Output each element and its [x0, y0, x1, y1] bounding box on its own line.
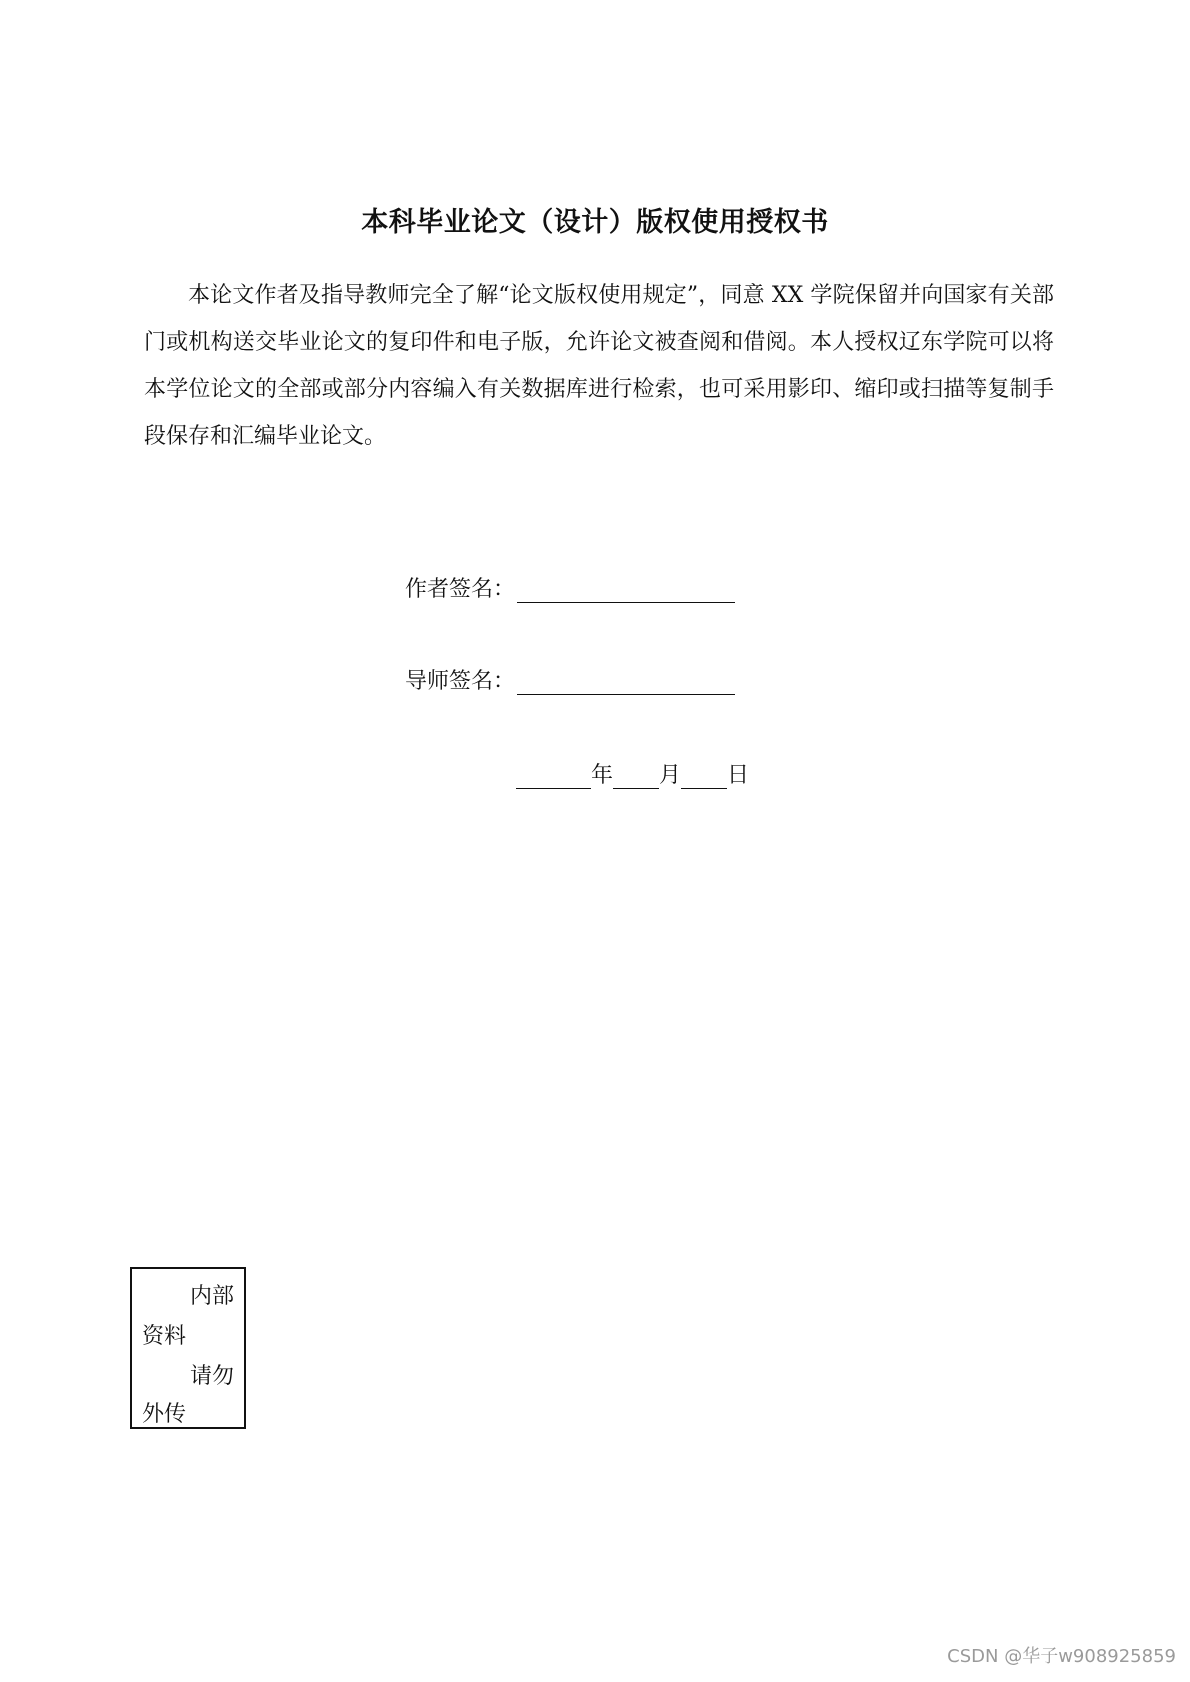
stamp-line: 内部	[190, 1284, 235, 1309]
authorization-paragraph: 本论文作者及指导教师完全了解“论文版权使用规定”，同意 XX 学院保留并向国家有关部门或机构送交毕业论文的复印件和电子版，允许论文被查阅和借阅。本人授权辽东学院可以将本学位论文的全部或部分内容编入有关数据库进行检索，也可采用影印、缩印或扫描等复制手段保存和汇编毕业论文。	[144, 283, 1054, 449]
stamp-line: 请勿	[190, 1364, 235, 1389]
advisor-signature-row	[405, 664, 735, 695]
month-blank	[613, 764, 659, 789]
author-signature-label: 作者签名：	[405, 577, 516, 602]
year-blank	[516, 764, 591, 789]
day-blank	[681, 764, 727, 789]
advisor-signature-label: 导师签名：	[405, 669, 516, 694]
stamp-line: 资料	[142, 1324, 187, 1349]
year-label: 年	[591, 763, 614, 788]
day-label: 日	[727, 763, 750, 788]
author-signature-line	[517, 578, 735, 603]
month-label: 月	[659, 763, 682, 788]
advisor-signature-line	[517, 670, 735, 695]
document-title: 本科毕业论文（设计）版权使用授权书	[361, 207, 829, 238]
csdn-watermark: CSDN @华子w908925859	[947, 1646, 1176, 1667]
stamp-line: 外传	[142, 1402, 187, 1427]
date-row	[516, 758, 749, 789]
internal-material-stamp	[130, 1267, 246, 1429]
author-signature-row	[405, 572, 735, 603]
